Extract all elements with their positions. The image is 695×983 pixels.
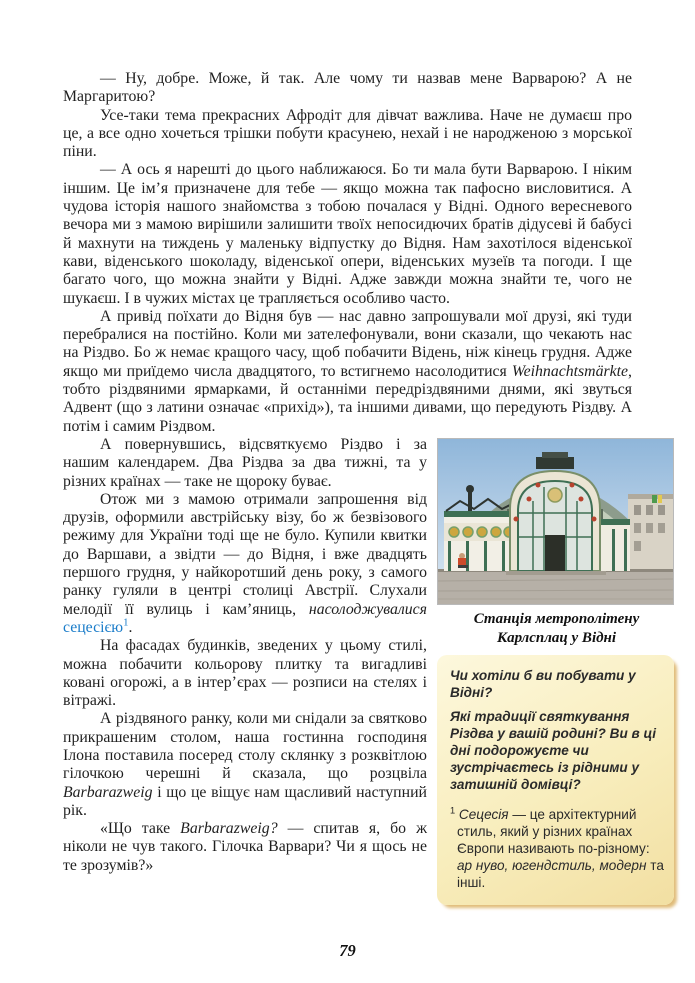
figure-caption-line1: Станція метрополітену	[473, 610, 640, 627]
text-segment: Barbarazweig	[63, 783, 153, 801]
text-segment: 1	[450, 805, 456, 816]
figure-image-frame	[437, 438, 674, 605]
text-segment: — Ну, добре. Може, й так. Але чому ти назвав мене Варварою? А не Маргаритою?	[63, 70, 632, 106]
background-buildings	[628, 494, 673, 572]
text-segment: А повернувшись, відсвяткуємо Різдво і за нашим календарем. Два Різдва за два тижні, та у різних країнах — таке не щороку буває.	[63, 435, 427, 490]
page-number: 79	[339, 941, 356, 960]
paragraph	[63, 161, 632, 307]
text-segment: На фасадах будинків, зведених у цьому стилі, можна побачити кольорову плитку та вигадливі ковані огорожі, а в інтер’єрах — розписи на стелях і вітражі.	[63, 637, 427, 710]
text-segment: Сецесія	[458, 806, 509, 822]
figure-and-question-box	[437, 438, 676, 905]
question-box	[437, 655, 674, 905]
figure-caption	[437, 610, 676, 648]
secession-footnote	[450, 806, 664, 891]
metro-station-photo-icon	[438, 439, 673, 604]
text-segment: Barbarazweig?	[180, 820, 278, 838]
figure-caption-line2: Карлсплац у Відні	[496, 629, 617, 646]
footnote-reference-link[interactable]: 1	[123, 616, 129, 629]
text-segment: А різдвяного ранку, коли ми снідали за святково прикрашеним столом, наша гостинна господиня Ілона поставила посеред столу склянку з розквітлою гілочкою черешні й сказала, що розцвіла	[63, 710, 427, 783]
text-segment: А привід поїхати до Відня був — нас давно запрошували мої друзі, які туди перебралися на постійно. Коли ми зателефонували, вони сказали, що чекають нас на Різдво. Бо ж немає кращого часу, щоб побачити Відень, ніж кінець грудня. Адже якщо ми приїдемо числа двадцятого, то встигнемо насолодитися	[63, 307, 632, 380]
paragraph	[63, 308, 632, 436]
main-text-column	[63, 70, 664, 905]
text-segment: насолоджувалися	[308, 600, 427, 618]
text-segment: — А ось я нарешті до цього наближаюся. Бо ти мала бути Варварою. І ніким іншим. Це ім’я призначене для тебе — якщо можна так пафосно висловитися. А чудова історія нашого знайомства з тобою почалася у Відні. Одного вересневого вечора ми з мамою вирішили залишити твоїх непосидючих братів дідусеві й бабусі й махнути на тиждень у маленьку відпустку до Відня. Нам захотілося віденської кави, віденського шоколаду, віденської опери, віденських музеїв та погоди. І ще багато чого, що можна знайти у Відні. Адже завжди можна знайти те, чого не шукаєш. І в чужих містах це трапляється особливо часто.	[63, 161, 632, 307]
text-segment: , тобто різдвяними ярмарками, й останніми передріздвяними днями, які звуться Адвент (що з латини означає «прихід»), та іншими дивами, що передують Різдву. А потім і самим Різдвом.	[63, 362, 632, 435]
text-segment: і що це віщує нам щасливий наступний рік.	[63, 783, 427, 819]
text-segment: Отож ми з мамою отримали запрошення від друзів, оформили австрійську візу, бо ж безвізового режиму для України тоді ще не було. Купили квитки до Варшави, а звідти — до Відня, і вже двадцять першого грудня, у найкоротший день року, з самого ранку гуляли в центрі столиці Австрії. Слухали мелодії її вулиць і кам’яниць,	[63, 490, 427, 618]
text-segment: Усе-таки тема прекрасних Афродіт для дівчат важлива. Наче не думаєш про це, а все одно хочеться трішки побути красунею, нехай і не народженою з морської піни.	[63, 106, 632, 161]
question-1: Чи хотіли б ви побувати у Відні?	[450, 667, 636, 700]
text-segment: ар нуво, югендстиль, модерн	[457, 857, 647, 873]
text-segment: Weihnachtsmärkte	[511, 362, 629, 380]
footnote-reference-link[interactable]: сецесією	[63, 618, 124, 636]
text-segment: — це архітектурний стиль, який у різних країнах Європи називають по-різному:	[457, 806, 650, 856]
text-segment: «Що таке	[100, 820, 181, 838]
text-segment: — спитав я, бо ж ніколи не чув такого. Гілочка Варвари? Чи я щось не те зрозумів?»	[63, 820, 427, 874]
paragraph	[63, 107, 632, 162]
text-segment: та інші.	[457, 857, 664, 890]
question-2: Які традиції святкування Різдва у вашій родині? Ви в ці дні подорожуєте чи зустрічаєтесь із рідними у затишній домівці?	[450, 708, 657, 792]
paragraph	[63, 70, 632, 107]
text-segment: .	[128, 618, 133, 636]
pavilion-central-arch	[506, 471, 606, 575]
